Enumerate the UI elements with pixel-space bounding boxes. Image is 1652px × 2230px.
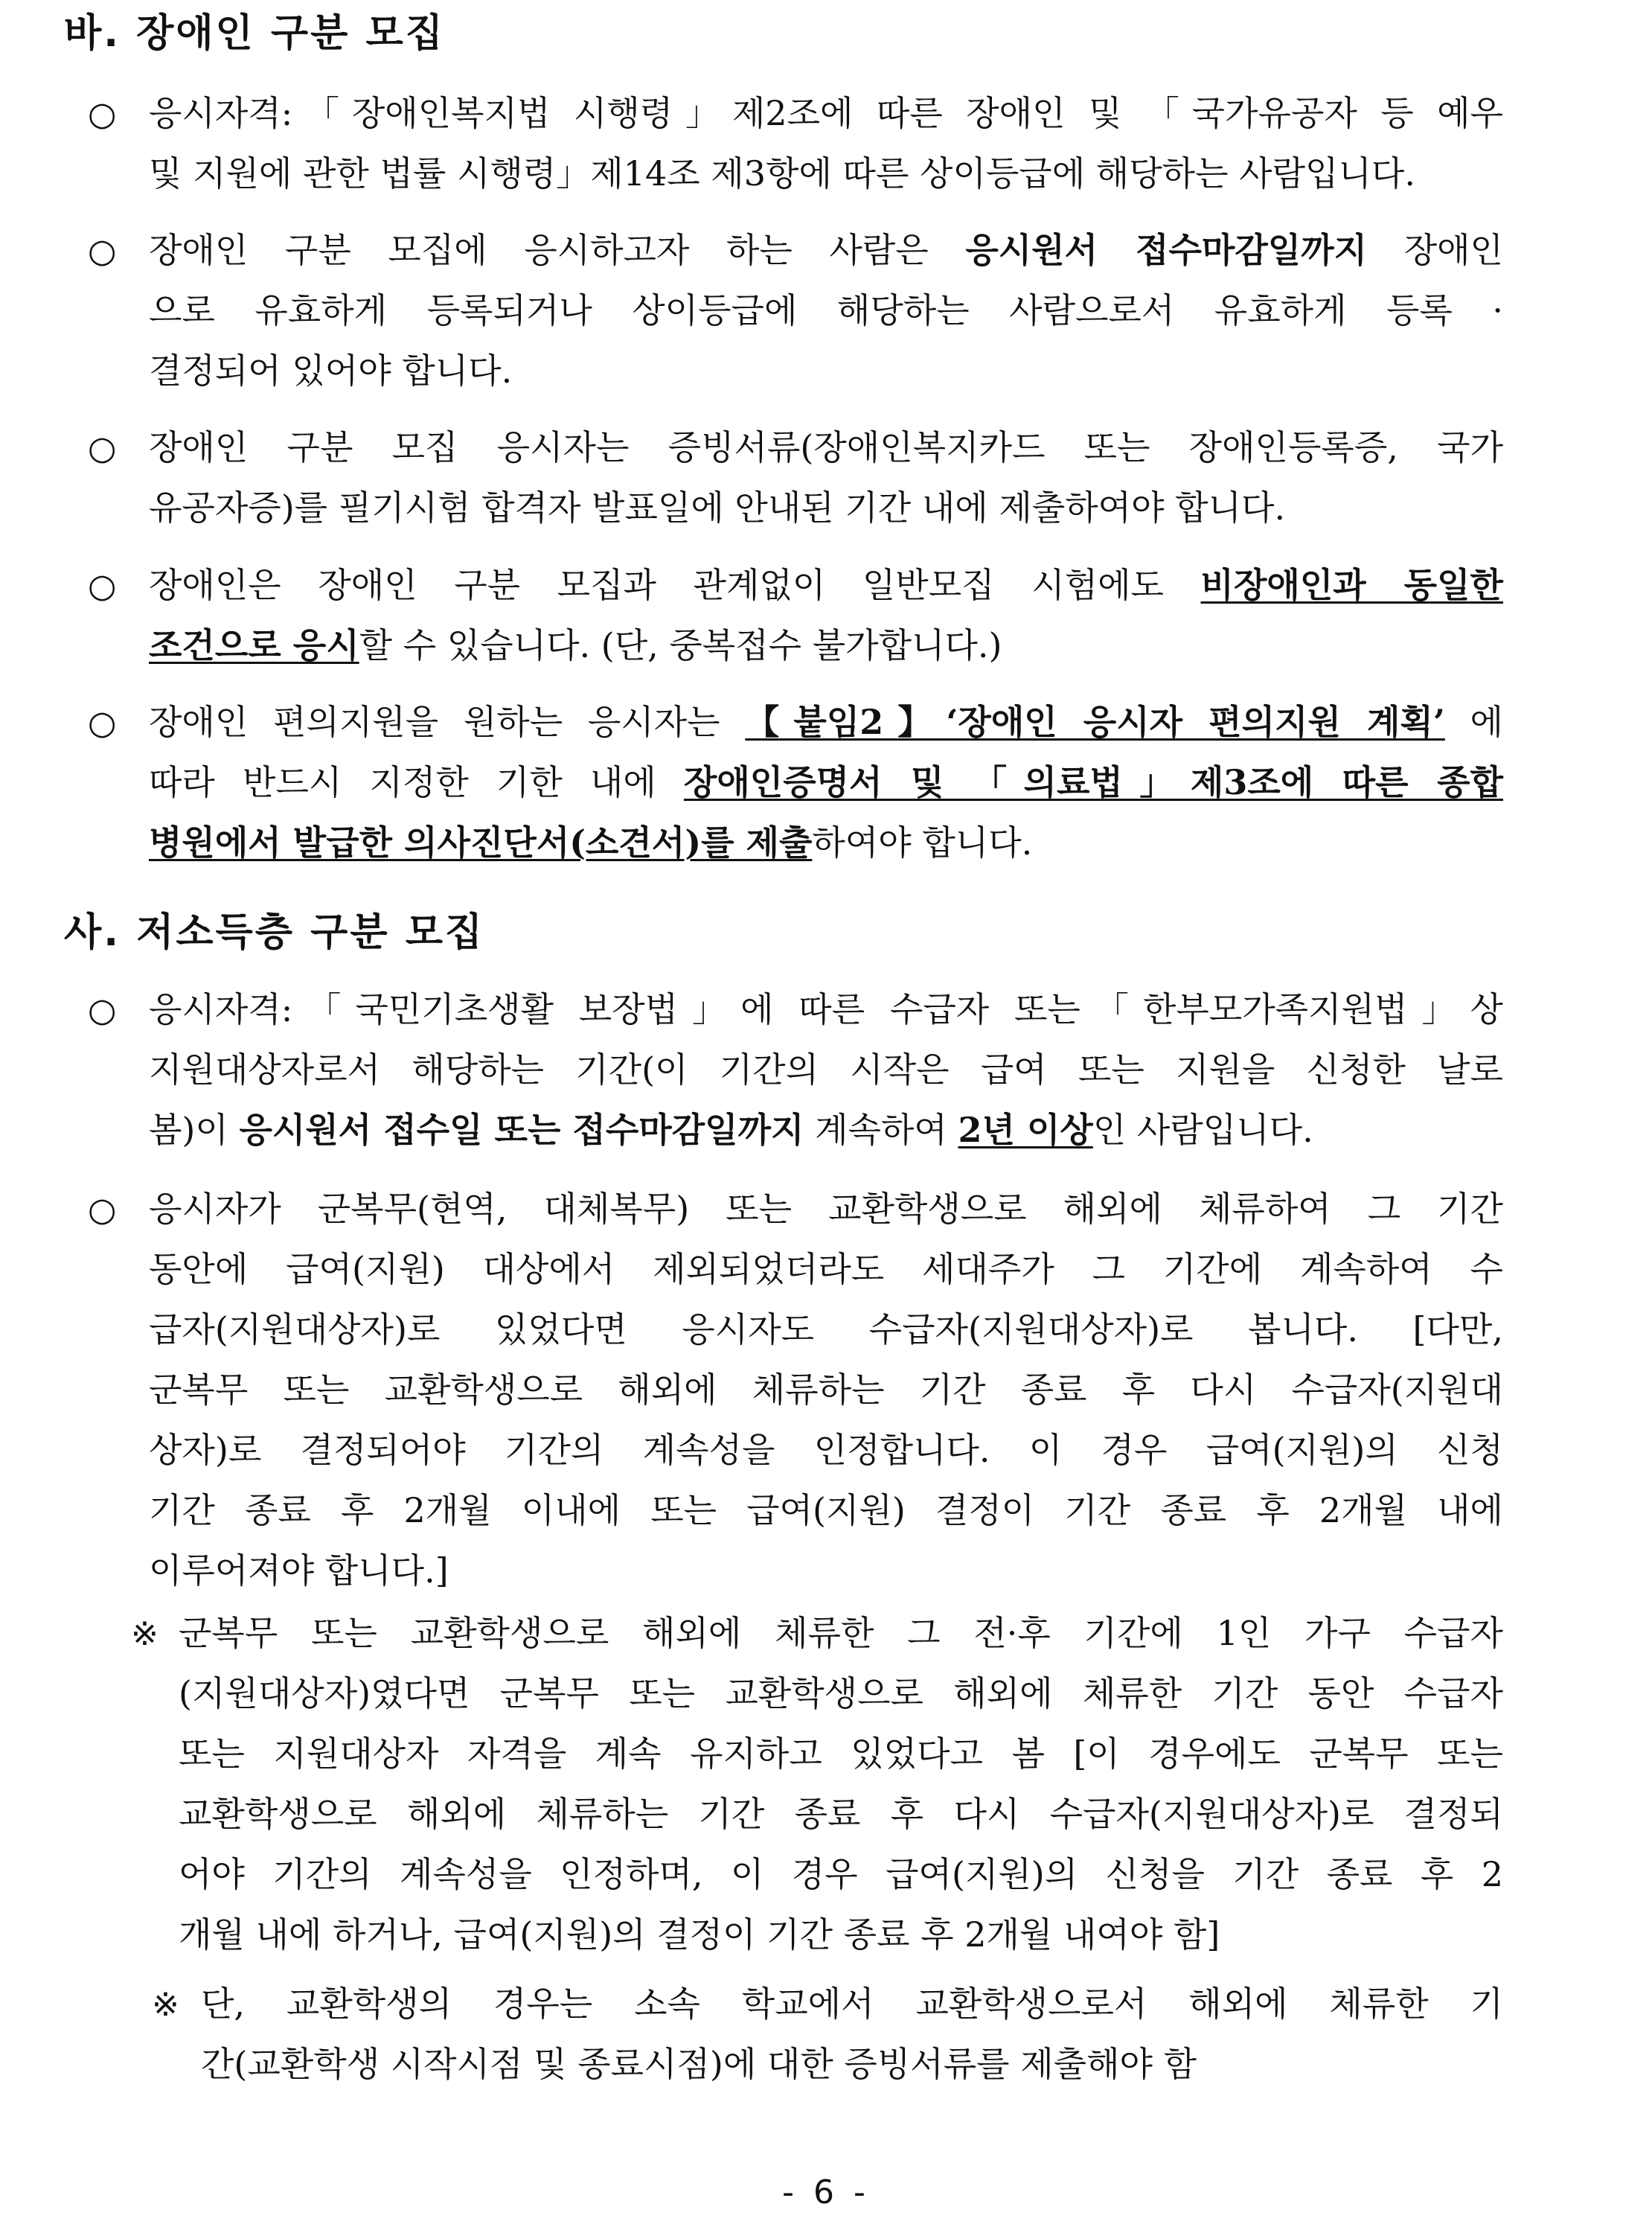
note-exchange-student (201, 1974, 1503, 2095)
paragraph-general-recruitment (149, 555, 1503, 676)
text-line: 간(교환학생 시작시점 및 종료시점)에 대한 증빙서류를 제출해야 함 (201, 2044, 1197, 2084)
bullet: ○ (88, 991, 117, 1029)
text-run: 에 (1444, 702, 1503, 742)
text-line: 응시자격:「장애인복지법 시행령」제2조에 따른 장애인 및 「국가유공자 등 예우 (149, 93, 1503, 133)
text-line: 단, 교환학생의 경우는 소속 학교에서 교환학생으로서 해외에 체류한 기 (201, 1984, 1503, 2024)
text-line: 응시자격:「국민기초생활 보장법」에 따른 수급자 또는「한부모가족지원법」상 (149, 989, 1503, 1029)
bullet: ○ (88, 95, 117, 133)
emphasis-underlined-text: 2년 이상 (958, 1110, 1093, 1150)
text-line: 또는 지원대상자 자격을 계속 유지하고 있었다고 봄 [이 경우에도 군복무 또는 (179, 1734, 1503, 1774)
text-line: 급자(지원대상자)로 있었다면 응시자도 수급자(지원대상자)로 봅니다. [다만, (149, 1309, 1503, 1349)
page-number: - 6 - (782, 2173, 870, 2211)
text-line (149, 1100, 1503, 1160)
text-run: 하여야 합니다. (812, 822, 1033, 863)
note-mark: ※ (131, 1615, 159, 1653)
text-line (149, 813, 1503, 873)
text-line: 결정되어 있어야 합니다. (149, 351, 513, 391)
text-line: 개월 내에 하거나, 급여(지원)의 결정이 기간 종료 후 2개월 내여야 함] (179, 1914, 1220, 1955)
text-run: 장애인은 장애인 구분 모집과 관계없이 일반모집 시험에도 (149, 565, 1201, 605)
text-line (149, 753, 1503, 813)
text-run: 장애인 구분 모집에 응시하고자 하는 사람은 (149, 230, 966, 270)
text-line (149, 555, 1503, 616)
emphasis-underlined-text: 조건으로 응시 (149, 625, 359, 665)
paragraph-accommodation-support (149, 692, 1503, 873)
text-line: 상자)로 결정되어야 기간의 계속성을 인정합니다. 이 경우 급여(지원)의 신청 (149, 1430, 1503, 1470)
section-heading-disabled: 바. 장애인 구분 모집 (64, 11, 445, 56)
paragraph-military-exchange (149, 1179, 1503, 1601)
bullet: ○ (88, 1191, 117, 1229)
text-line: 및 지원에 관한 법률 시행령」제14조 제3항에 따른 상이등급에 해당하는 사람입니다. (149, 153, 1415, 194)
text-line: 지원대상자로서 해당하는 기간(이 기간의 시작은 급여 또는 지원을 신청한 날로 (149, 1049, 1503, 1090)
text-line: 어야 기간의 계속성을 인정하며, 이 경우 급여(지원)의 신청을 기간 종료 후 2 (179, 1854, 1503, 1894)
bullet: ○ (88, 232, 117, 270)
note-single-household (179, 1603, 1503, 1965)
text-line: 으로 유효하게 등록되거나 상이등급에 해당하는 사람으로서 유효하게 등록 · (149, 290, 1503, 330)
text-line: 교환학생으로 해외에 체류하는 기간 종료 후 다시 수급자(지원대상자)로 결정되 (179, 1794, 1503, 1834)
text-line: 기간 종료 후 2개월 이내에 또는 급여(지원) 결정이 기간 종료 후 2개월 내에 (149, 1490, 1503, 1530)
text-line: 이루어져야 합니다.] (149, 1550, 449, 1591)
text-run: 인 사람입니다. (1092, 1110, 1313, 1150)
attachment-reference: 【붙임2】‘장애인 응시자 편의지원 계획’ (745, 702, 1445, 742)
text-line: 군복무 또는 교환학생으로 해외에 체류하는 기간 종료 후 다시 수급자(지원대 (149, 1370, 1503, 1410)
emphasis-text: 응시원서 접수마감일까지 (965, 230, 1368, 270)
emphasis-underlined-text: 병원에서 발급한 의사진단서(소견서)를 제출 (149, 822, 813, 863)
text-line: 유공자증)를 필기시험 합격자 발표일에 안내된 기간 내에 제출하여야 합니다. (149, 488, 1286, 528)
paragraph-eligibility-disabled (149, 83, 1503, 204)
emphasis-underlined-text: 장애인증명서 및 「의료법」제3조에 따른 종합 (683, 762, 1503, 802)
text-run: 할 수 있습니다. (단, 중복접수 불가합니다.) (359, 625, 1002, 665)
text-line: 동안에 급여(지원) 대상에서 제외되었더라도 세대주가 그 기간에 계속하여 수 (149, 1249, 1503, 1289)
text-run: 장애인 편의지원을 원하는 응시자는 (149, 702, 746, 742)
paragraph-eligibility-low-income (149, 980, 1503, 1160)
paragraph-supporting-documents (149, 418, 1503, 538)
text-run: 계속하여 (804, 1110, 958, 1150)
emphasis-text: 응시원서 접수일 또는 접수마감일까지 (239, 1110, 804, 1150)
text-line: 군복무 또는 교환학생으로 해외에 체류한 그 전·후 기간에 1인 가구 수급자 (179, 1613, 1503, 1653)
bullet: ○ (88, 704, 117, 742)
text-run: 장애인 (1367, 230, 1503, 270)
section-heading-low-income: 사. 저소득층 구분 모집 (64, 910, 485, 955)
bullet: ○ (88, 429, 117, 467)
emphasis-underlined-text: 비장애인과 동일한 (1200, 565, 1503, 605)
paragraph-registration-deadline (149, 220, 1503, 401)
text-line: 응시자가 군복무(현역, 대체복무) 또는 교환학생으로 해외에 체류하여 그 기간 (149, 1189, 1503, 1229)
text-line (149, 220, 1503, 281)
text-line (149, 692, 1503, 753)
text-line: 장애인 구분 모집 응시자는 증빙서류(장애인복지카드 또는 장애인등록증, 국가 (149, 427, 1503, 467)
note-mark: ※ (152, 1986, 179, 2024)
text-line: (지원대상자)였다면 군복무 또는 교환학생으로 해외에 체류한 기간 동안 수급자 (179, 1673, 1503, 1713)
bullet: ○ (88, 567, 117, 605)
text-run: 봄)이 (149, 1110, 240, 1150)
text-line (149, 616, 1503, 676)
text-run: 따라 반드시 지정한 기한 내에 (149, 762, 684, 802)
